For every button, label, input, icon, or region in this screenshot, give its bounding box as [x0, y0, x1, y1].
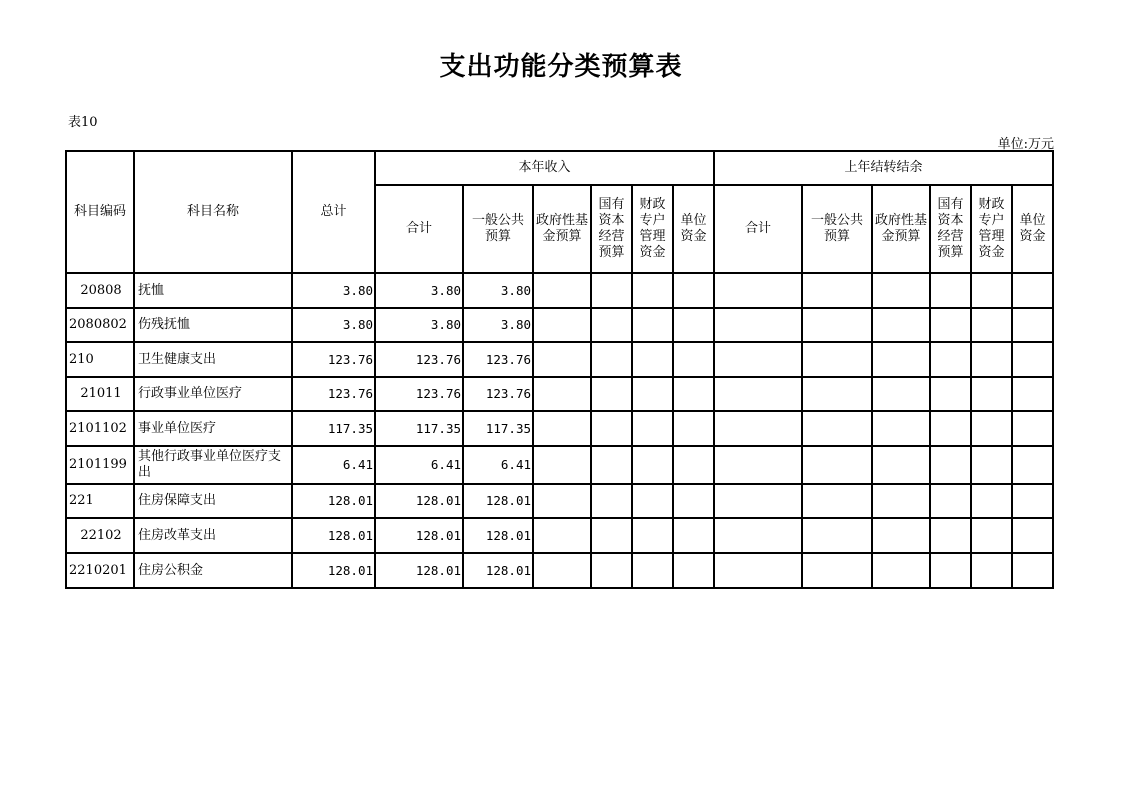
- cell-empty: [714, 553, 802, 588]
- cell-empty: [591, 518, 632, 553]
- cell-empty: [971, 484, 1012, 518]
- cell-empty: [673, 553, 714, 588]
- cell-total: 6.41: [292, 446, 375, 484]
- cell-total: 3.80: [292, 273, 375, 308]
- cell-code: 2210201: [66, 553, 134, 588]
- header-text: 国有资本经营预算: [598, 197, 625, 260]
- cell-empty: [533, 377, 591, 411]
- cell-empty: [930, 377, 971, 411]
- cell-total: 128.01: [292, 484, 375, 518]
- cell-empty: [971, 308, 1012, 342]
- cell-income-general: 3.80: [463, 273, 533, 308]
- cell-empty: [872, 484, 930, 518]
- cell-empty: [673, 411, 714, 446]
- cell-name: 住房改革支出: [134, 518, 292, 553]
- header-text: 单位资金: [1019, 213, 1046, 244]
- header-text: 政府性基金预算: [874, 213, 927, 244]
- cell-income-sum: 3.80: [375, 308, 463, 342]
- cell-empty: [533, 273, 591, 308]
- cell-empty: [714, 518, 802, 553]
- header-text: 国有资本经营预算: [937, 197, 964, 260]
- cell-code: 21011: [66, 377, 134, 411]
- cell-income-general: 128.01: [463, 553, 533, 588]
- cell-empty: [1012, 308, 1053, 342]
- cell-name: 伤残抚恤: [134, 308, 292, 342]
- cell-empty: [1012, 377, 1053, 411]
- header-income-general: [463, 185, 533, 273]
- cell-total: 128.01: [292, 518, 375, 553]
- table-row: [66, 308, 1053, 342]
- cell-empty: [632, 273, 673, 308]
- cell-code: 2101102: [66, 411, 134, 446]
- cell-income-sum: 128.01: [375, 484, 463, 518]
- cell-empty: [930, 308, 971, 342]
- header-carryover: 上年结转结余: [714, 151, 1053, 185]
- cell-total: 3.80: [292, 308, 375, 342]
- table-row: [66, 377, 1053, 411]
- cell-empty: [1012, 446, 1053, 484]
- cell-empty: [930, 342, 971, 377]
- cell-empty: [632, 484, 673, 518]
- cell-empty: [971, 411, 1012, 446]
- cell-total: 117.35: [292, 411, 375, 446]
- cell-empty: [714, 411, 802, 446]
- cell-code: 20808: [66, 273, 134, 308]
- cell-empty: [971, 342, 1012, 377]
- cell-total: 128.01: [292, 553, 375, 588]
- header-income-gov-fund: [533, 185, 591, 273]
- header-total: 总计: [292, 151, 375, 273]
- cell-empty: [872, 308, 930, 342]
- header-carry-gov-fund: [872, 185, 930, 273]
- cell-empty: [802, 446, 872, 484]
- table-row: [66, 411, 1053, 446]
- cell-empty: [673, 377, 714, 411]
- table-row: [66, 342, 1053, 377]
- cell-empty: [1012, 553, 1053, 588]
- cell-empty: [714, 342, 802, 377]
- cell-name: 事业单位医疗: [134, 411, 292, 446]
- cell-empty: [591, 308, 632, 342]
- cell-income-general: 123.76: [463, 342, 533, 377]
- cell-name: 抚恤: [134, 273, 292, 308]
- cell-empty: [802, 273, 872, 308]
- header-carry-fiscal-special: [971, 185, 1012, 273]
- cell-empty: [872, 342, 930, 377]
- cell-empty: [872, 273, 930, 308]
- cell-empty: [673, 446, 714, 484]
- cell-empty: [632, 518, 673, 553]
- cell-empty: [591, 377, 632, 411]
- cell-empty: [591, 273, 632, 308]
- cell-empty: [802, 553, 872, 588]
- cell-income-general: 123.76: [463, 377, 533, 411]
- header-income-state-capital: [591, 185, 632, 273]
- header-income-sum: 合计: [375, 185, 463, 273]
- budget-table-body: [66, 151, 1053, 588]
- header-carry-sum: 合计: [714, 185, 802, 273]
- table-number: 表10: [68, 115, 98, 130]
- cell-empty: [673, 342, 714, 377]
- unit-label: 单位:万元: [997, 137, 1054, 152]
- cell-empty: [533, 308, 591, 342]
- header-text: 财政专户管理资金: [639, 197, 666, 260]
- header-text: 财政专户管理资金: [978, 197, 1005, 260]
- cell-name: 住房公积金: [134, 553, 292, 588]
- cell-empty: [673, 308, 714, 342]
- cell-empty: [971, 377, 1012, 411]
- cell-empty: [802, 342, 872, 377]
- cell-name: 行政事业单位医疗: [134, 377, 292, 411]
- header-text: 一般公共预算: [810, 213, 863, 244]
- cell-empty: [673, 273, 714, 308]
- header-carry-unit-funds: [1012, 185, 1053, 273]
- cell-empty: [1012, 411, 1053, 446]
- cell-empty: [632, 342, 673, 377]
- header-income-unit-funds: [673, 185, 714, 273]
- cell-empty: [971, 273, 1012, 308]
- cell-name: 卫生健康支出: [134, 342, 292, 377]
- cell-empty: [802, 518, 872, 553]
- table-row: [66, 518, 1053, 553]
- cell-code: 2080802: [66, 308, 134, 342]
- cell-income-sum: 123.76: [375, 342, 463, 377]
- cell-code: 22102: [66, 518, 134, 553]
- cell-empty: [591, 446, 632, 484]
- cell-empty: [533, 446, 591, 484]
- cell-empty: [1012, 342, 1053, 377]
- cell-empty: [930, 518, 971, 553]
- cell-empty: [533, 484, 591, 518]
- cell-empty: [632, 308, 673, 342]
- cell-code: 210: [66, 342, 134, 377]
- page-title: 支出功能分类预算表: [439, 52, 683, 82]
- cell-income-sum: 128.01: [375, 553, 463, 588]
- cell-income-general: 128.01: [463, 484, 533, 518]
- cell-empty: [872, 446, 930, 484]
- cell-empty: [673, 518, 714, 553]
- cell-empty: [872, 553, 930, 588]
- cell-code: 221: [66, 484, 134, 518]
- cell-empty: [802, 377, 872, 411]
- cell-empty: [714, 446, 802, 484]
- cell-empty: [930, 446, 971, 484]
- cell-empty: [872, 411, 930, 446]
- cell-empty: [930, 411, 971, 446]
- cell-empty: [533, 411, 591, 446]
- cell-income-sum: 123.76: [375, 377, 463, 411]
- header-income-fiscal-special: [632, 185, 673, 273]
- table-row: [66, 553, 1053, 588]
- cell-empty: [632, 446, 673, 484]
- budget-table: [65, 150, 1054, 589]
- cell-empty: [714, 308, 802, 342]
- cell-empty: [802, 411, 872, 446]
- cell-empty: [591, 411, 632, 446]
- table-row: [66, 446, 1053, 484]
- cell-total: 123.76: [292, 377, 375, 411]
- header-text: 一般公共预算: [471, 213, 524, 244]
- header-name: 科目名称: [134, 151, 292, 273]
- cell-name: 住房保障支出: [134, 484, 292, 518]
- cell-empty: [1012, 518, 1053, 553]
- cell-code: 2101199: [66, 446, 134, 484]
- cell-income-sum: 6.41: [375, 446, 463, 484]
- header-text: 单位资金: [680, 213, 707, 244]
- cell-empty: [632, 553, 673, 588]
- header-text: 政府性基金预算: [535, 213, 588, 244]
- cell-empty: [714, 273, 802, 308]
- cell-income-sum: 128.01: [375, 518, 463, 553]
- cell-income-general: 3.80: [463, 308, 533, 342]
- cell-empty: [971, 446, 1012, 484]
- cell-income-general: 128.01: [463, 518, 533, 553]
- cell-empty: [802, 484, 872, 518]
- cell-empty: [533, 518, 591, 553]
- cell-empty: [533, 553, 591, 588]
- header-carry-general: [802, 185, 872, 273]
- cell-empty: [872, 518, 930, 553]
- header-current-income: 本年收入: [375, 151, 714, 185]
- cell-empty: [714, 377, 802, 411]
- cell-empty: [1012, 273, 1053, 308]
- cell-empty: [930, 484, 971, 518]
- cell-empty: [802, 308, 872, 342]
- cell-income-general: 117.35: [463, 411, 533, 446]
- cell-empty: [591, 484, 632, 518]
- cell-empty: [632, 377, 673, 411]
- cell-empty: [971, 553, 1012, 588]
- cell-empty: [591, 342, 632, 377]
- cell-empty: [1012, 484, 1053, 518]
- header-carry-state-capital: [930, 185, 971, 273]
- cell-empty: [533, 342, 591, 377]
- cell-empty: [872, 377, 930, 411]
- cell-empty: [930, 273, 971, 308]
- cell-empty: [632, 411, 673, 446]
- cell-empty: [930, 553, 971, 588]
- cell-income-sum: 117.35: [375, 411, 463, 446]
- table-row: [66, 273, 1053, 308]
- table-row: [66, 484, 1053, 518]
- cell-empty: [971, 518, 1012, 553]
- cell-empty: [591, 553, 632, 588]
- cell-total: 123.76: [292, 342, 375, 377]
- cell-name: 其他行政事业单位医疗支出: [134, 446, 292, 484]
- cell-empty: [714, 484, 802, 518]
- cell-empty: [673, 484, 714, 518]
- header-code: 科目编码: [66, 151, 134, 273]
- cell-income-general: 6.41: [463, 446, 533, 484]
- cell-income-sum: 3.80: [375, 273, 463, 308]
- header-row-1: [66, 151, 1053, 185]
